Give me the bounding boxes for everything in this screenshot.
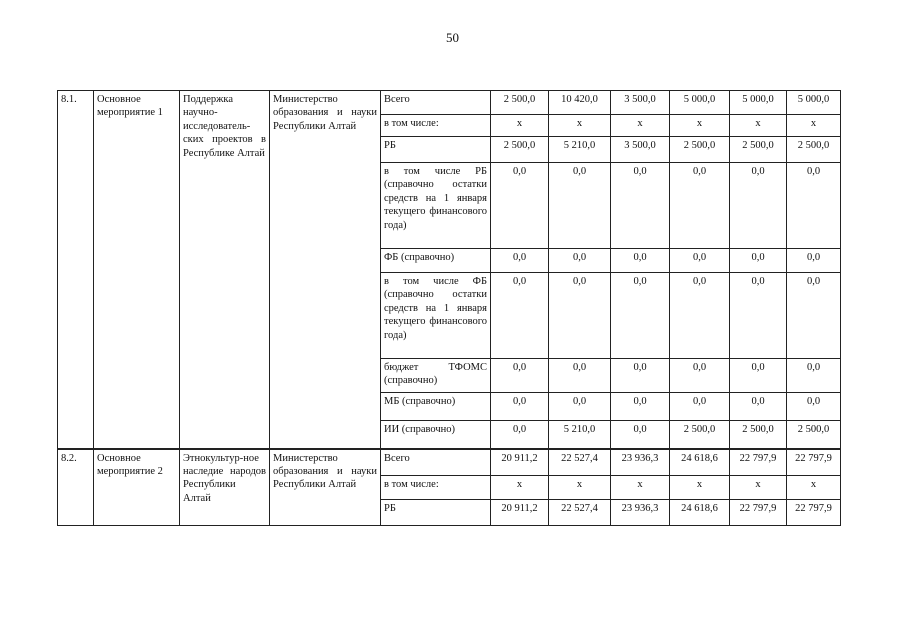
amount-cell: 0,0 (787, 249, 841, 273)
amount-cell: 0,0 (491, 163, 549, 249)
amount-cell: х (611, 115, 670, 137)
amount-cell: 0,0 (549, 273, 611, 359)
amount-cell: 22 797,9 (730, 449, 787, 476)
amount-cell: 0,0 (730, 393, 787, 421)
amount-cell: 5 210,0 (549, 421, 611, 449)
amount-cell: 2 500,0 (787, 421, 841, 449)
row-number: 8.2. (58, 449, 94, 526)
amount-cell: 2 500,0 (787, 137, 841, 163)
amount-cell: 0,0 (670, 249, 730, 273)
amount-cell: 0,0 (730, 249, 787, 273)
amount-cell: 5 000,0 (730, 91, 787, 115)
budget-table (57, 90, 841, 526)
amount-cell: 5 000,0 (670, 91, 730, 115)
amount-cell: 3 500,0 (611, 137, 670, 163)
funding-source-label: ИИ (справочно) (381, 421, 491, 449)
amount-cell: х (549, 115, 611, 137)
amount-cell: 22 527,4 (549, 449, 611, 476)
event-name: Основное мероприятие 1 (94, 91, 180, 449)
amount-cell: 0,0 (491, 421, 549, 449)
amount-cell: 10 420,0 (549, 91, 611, 115)
amount-cell: 0,0 (730, 273, 787, 359)
funding-source-label: в том числе: (381, 115, 491, 137)
funding-source-label: РБ (381, 500, 491, 526)
amount-cell: 22 527,4 (549, 500, 611, 526)
funding-source-label: бюджет ТФОМС (справочно) (381, 359, 491, 393)
amount-cell: 20 911,2 (491, 500, 549, 526)
funding-source-label: МБ (справочно) (381, 393, 491, 421)
event-title: Поддержка научно-исследователь-ских проектов в Республике Алтай (180, 91, 270, 449)
amount-cell: х (787, 115, 841, 137)
amount-cell: 22 797,9 (787, 449, 841, 476)
amount-cell: 23 936,3 (611, 500, 670, 526)
amount-cell: 0,0 (491, 393, 549, 421)
amount-cell: 5 210,0 (549, 137, 611, 163)
amount-cell: 0,0 (670, 393, 730, 421)
event-name: Основное мероприятие 2 (94, 449, 180, 526)
funding-source-label: в том числе ФБ (справочно остатки средств на 1 января текущего финансового года) (381, 273, 491, 359)
amount-cell: 3 500,0 (611, 91, 670, 115)
amount-cell: 0,0 (491, 273, 549, 359)
amount-cell: х (670, 476, 730, 500)
amount-cell: 0,0 (730, 359, 787, 393)
funding-source-label: РБ (381, 137, 491, 163)
amount-cell: 22 797,9 (730, 500, 787, 526)
amount-cell: 2 500,0 (491, 137, 549, 163)
funding-source-label: Всего (381, 91, 491, 115)
amount-cell: 0,0 (787, 163, 841, 249)
amount-cell: х (730, 115, 787, 137)
amount-cell: 0,0 (787, 273, 841, 359)
amount-cell: 0,0 (670, 163, 730, 249)
table-row (58, 91, 841, 115)
amount-cell: 5 000,0 (787, 91, 841, 115)
amount-cell: 0,0 (670, 273, 730, 359)
amount-cell: 2 500,0 (730, 137, 787, 163)
amount-cell: х (611, 476, 670, 500)
amount-cell: 2 500,0 (491, 91, 549, 115)
amount-cell: 0,0 (611, 249, 670, 273)
amount-cell: 0,0 (549, 249, 611, 273)
amount-cell: 0,0 (670, 359, 730, 393)
amount-cell: 20 911,2 (491, 449, 549, 476)
row-number: 8.1. (58, 91, 94, 449)
amount-cell: 2 500,0 (670, 421, 730, 449)
amount-cell: х (549, 476, 611, 500)
amount-cell: 0,0 (549, 359, 611, 393)
funding-source-label: Всего (381, 449, 491, 476)
amount-cell: 24 618,6 (670, 449, 730, 476)
amount-cell: 0,0 (611, 393, 670, 421)
table-row (58, 449, 841, 476)
funding-source-label: в том числе: (381, 476, 491, 500)
amount-cell: 0,0 (491, 249, 549, 273)
amount-cell: 0,0 (611, 273, 670, 359)
amount-cell: х (787, 476, 841, 500)
funding-source-label: ФБ (справочно) (381, 249, 491, 273)
funding-source-label: в том числе РБ (справочно остатки средств на 1 января текущего финансового года) (381, 163, 491, 249)
amount-cell: х (491, 476, 549, 500)
amount-cell: х (670, 115, 730, 137)
amount-cell: 24 618,6 (670, 500, 730, 526)
amount-cell: 0,0 (611, 421, 670, 449)
amount-cell: 0,0 (787, 359, 841, 393)
executor-name: Министерство образования и науки Республики Алтай (270, 91, 381, 449)
amount-cell: х (730, 476, 787, 500)
amount-cell: 0,0 (787, 393, 841, 421)
page-number: 50 (446, 30, 459, 45)
event-title: Этнокультур-ное наследие народов Республики Алтай (180, 449, 270, 526)
amount-cell: 23 936,3 (611, 449, 670, 476)
amount-cell: 2 500,0 (730, 421, 787, 449)
amount-cell: 0,0 (730, 163, 787, 249)
amount-cell: 0,0 (611, 163, 670, 249)
amount-cell: 0,0 (611, 359, 670, 393)
amount-cell: 0,0 (549, 393, 611, 421)
amount-cell: 2 500,0 (670, 137, 730, 163)
amount-cell: 22 797,9 (787, 500, 841, 526)
amount-cell: 0,0 (491, 359, 549, 393)
amount-cell: х (491, 115, 549, 137)
executor-name: Министерство образования и науки Республики Алтай (270, 449, 381, 526)
amount-cell: 0,0 (549, 163, 611, 249)
